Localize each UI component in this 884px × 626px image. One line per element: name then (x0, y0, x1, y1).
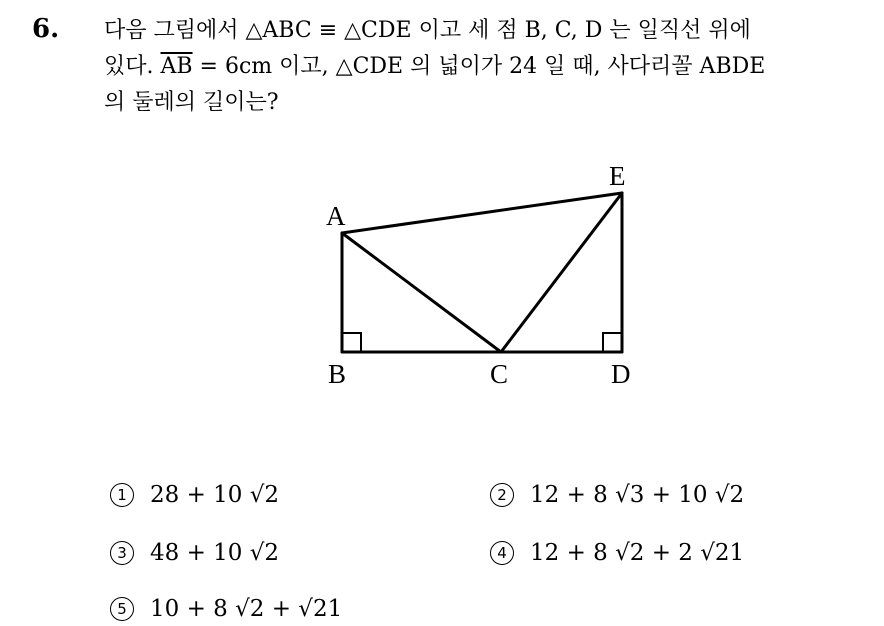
right-angle-mark-b (342, 333, 361, 352)
question-stem (104, 13, 874, 121)
choice-number-2: 2 (490, 483, 514, 507)
choice-text-2: 12 + 8 √3 + 10 √2 (530, 482, 745, 508)
figure-svg (300, 155, 660, 405)
choice-3[interactable] (110, 540, 279, 566)
stem-line-2-start: 있다. (104, 54, 161, 79)
label-d: D (611, 359, 631, 389)
right-angle-mark-d (603, 333, 622, 352)
label-a: A (326, 201, 346, 231)
stem-line-1: 다음 그림에서 △ABC ≡ △CDE 이고 세 점 B, C, D 는 일직선 위에 (104, 18, 751, 43)
stem-line-2-end: = 6cm 이고, △CDE 의 넓이가 24 일 때, 사다리꼴 ABDE (192, 54, 766, 79)
choice-5[interactable] (110, 596, 342, 622)
segment-ce (501, 193, 622, 352)
choice-number-1: 1 (110, 483, 134, 507)
choice-text-4: 12 + 8 √2 + 2 √21 (530, 540, 745, 566)
choice-4[interactable] (490, 540, 744, 566)
side-ae (342, 193, 622, 233)
stem-line-2 (104, 49, 874, 85)
choice-number-4: 4 (490, 541, 514, 565)
choice-number-5: 5 (110, 597, 134, 621)
question-number: 6. (32, 14, 60, 44)
stem-line-3: 의 둘레의 길이는? (104, 90, 279, 115)
trapezoid-figure (300, 155, 660, 405)
choice-text-5: 10 + 8 √2 + √21 (150, 596, 343, 622)
choice-1[interactable] (110, 482, 279, 508)
choice-2[interactable] (490, 482, 744, 508)
choice-text-1: 28 + 10 √2 (150, 482, 280, 508)
segment-ab: $\overline{AB}$ (160, 54, 193, 79)
label-e: E (609, 161, 626, 191)
label-c: C (490, 359, 509, 389)
label-b: B (328, 359, 347, 389)
choice-text-3: 48 + 10 √2 (150, 540, 280, 566)
choice-number-3: 3 (110, 541, 134, 565)
segment-ac (342, 233, 501, 352)
